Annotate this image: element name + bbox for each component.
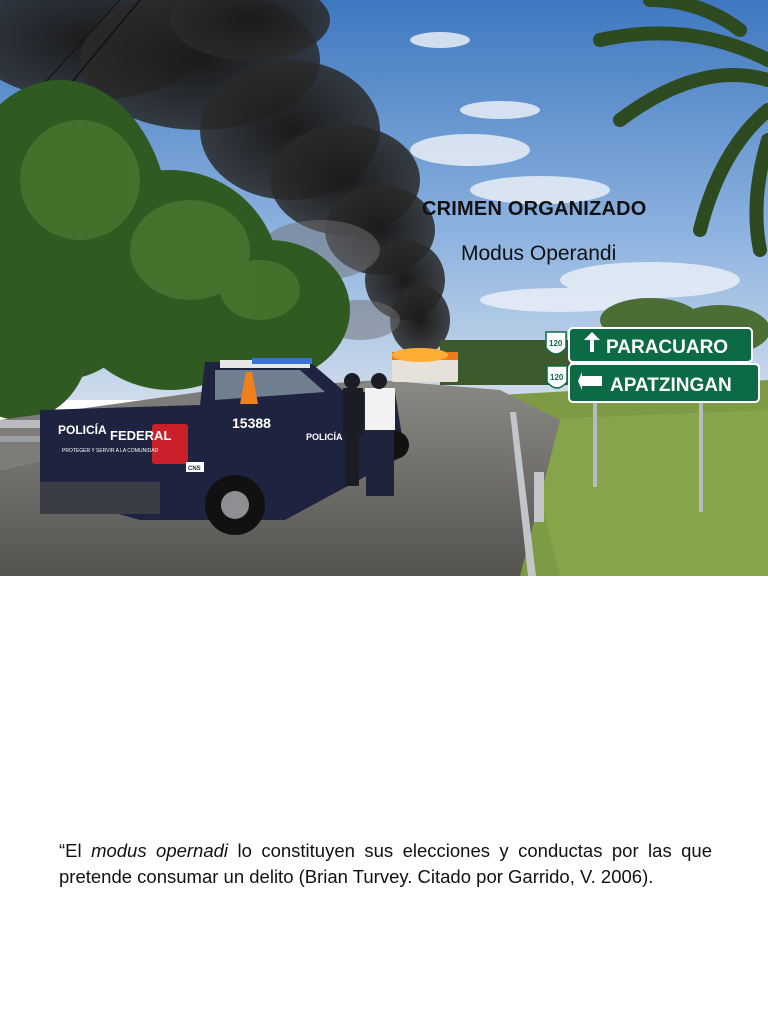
- road-sign-bottom: [569, 364, 759, 402]
- quote-rest: lo constituyen sus elecciones y conductas por las que pretende consumar un delito (Brian Turvey. Citado por Garrido, V. 2006).: [59, 840, 713, 887]
- truck-side-text: POLICÍA: [306, 432, 343, 442]
- sign-top-label: PARACUARO: [606, 337, 729, 358]
- route-shield-top: [546, 332, 566, 354]
- quote-emphasis: modus opernadi: [91, 840, 229, 861]
- truck-slogan: PROTEGER Y SERVIR A LA COMUNIDAD: [62, 448, 159, 454]
- route-number-top: 120: [549, 339, 563, 348]
- route-number-bottom: 120: [550, 373, 564, 382]
- truck-door-text-2: FEDERAL: [110, 428, 172, 443]
- truck-badge: CNS: [188, 466, 201, 472]
- slide-subtitle: Modus Operandi: [461, 242, 617, 265]
- officers: [343, 373, 395, 496]
- road-sign-top: [569, 328, 752, 362]
- sign-bottom-label: APATZINGAN: [610, 375, 732, 396]
- truck-door-text-1: POLICÍA: [58, 423, 107, 437]
- quote-open: “El: [59, 840, 92, 861]
- route-shield-bottom: [547, 366, 567, 388]
- quote-paragraph: [59, 838, 712, 889]
- slide-title: CRIMEN ORGANIZADO: [422, 198, 647, 220]
- truck-unit-number: 15388: [232, 415, 271, 431]
